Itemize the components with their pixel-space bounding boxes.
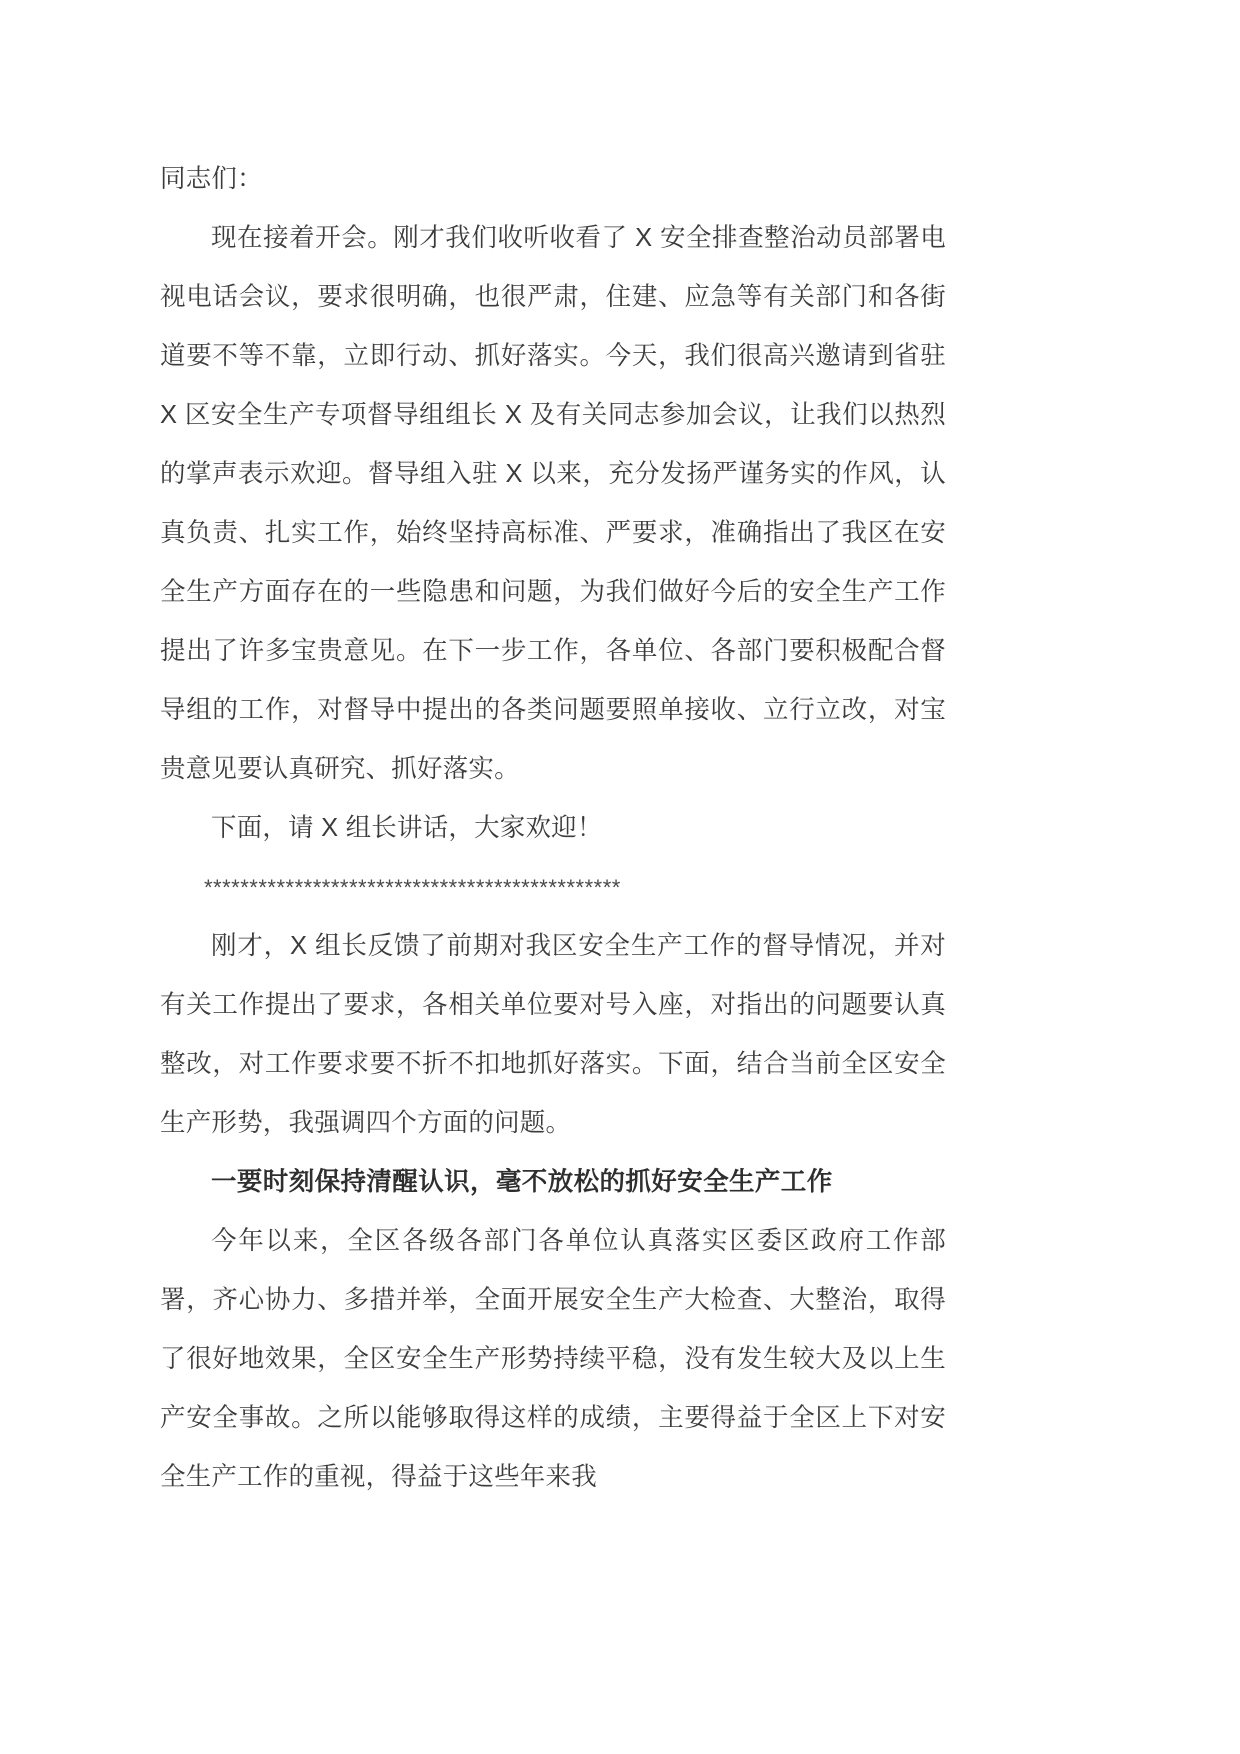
asterisk-separator: **********************************************	[204, 875, 621, 900]
document-body	[160, 150, 946, 1507]
section-heading-1: 一要时刻保持清醒认识，毫不放松的抓好安全生产工作	[211, 1168, 833, 1196]
paragraph-1: 现在接着开会。刚才我们收听收看了 X 安全排查整治动员部署电视电话会议，要求很明确，也很严肃，住建、应急等有关部门和各街道要不等不靠，立即行动、抓好落实。今天，我们很高兴邀请到省驻 X 区安全生产专项督导组组长 X 及有关同志参加会议，让我们以热烈的掌声表示欢迎。督导组入驻 X 以来，充分发扬严谨务实的作风，认真负责、扎实工作，始终坚持高标准、严要求，准确指出了我区在安全生产方面存在的一些隐患和问题，为我们做好今后的安全生产工作提出了许多宝贵意见。在下一步工作，各单位、各部门要积极配合督导组的工作，对督导中提出的各类问题要照单接收、立行立改，对宝贵意见要认真研究、抓好落实。	[160, 224, 946, 783]
paragraph-3: 刚才，X 组长反馈了前期对我区安全生产工作的督导情况，并对有关工作提出了要求，各相关单位要对号入座，对指出的问题要认真整改，对工作要求要不折不扣地抓好落实。下面，结合当前全区安全生产形势，我强调四个方面的问题。	[160, 932, 946, 1137]
salutation-line: 同志们：	[160, 165, 263, 193]
paragraph-4: 今年以来，全区各级各部门各单位认真落实区委区政府工作部署，齐心协力、多措并举，全面开展安全生产大检查、大整治，取得了很好地效果，全区安全生产形势持续平稳，没有发生较大及以上生产安全事故。之所以能够取得这样的成绩，主要得益于全区上下对安全生产工作的重视，得益于这些年来我	[160, 1227, 946, 1491]
paragraph-2: 下面，请 X 组长讲话，大家欢迎！	[211, 814, 603, 842]
